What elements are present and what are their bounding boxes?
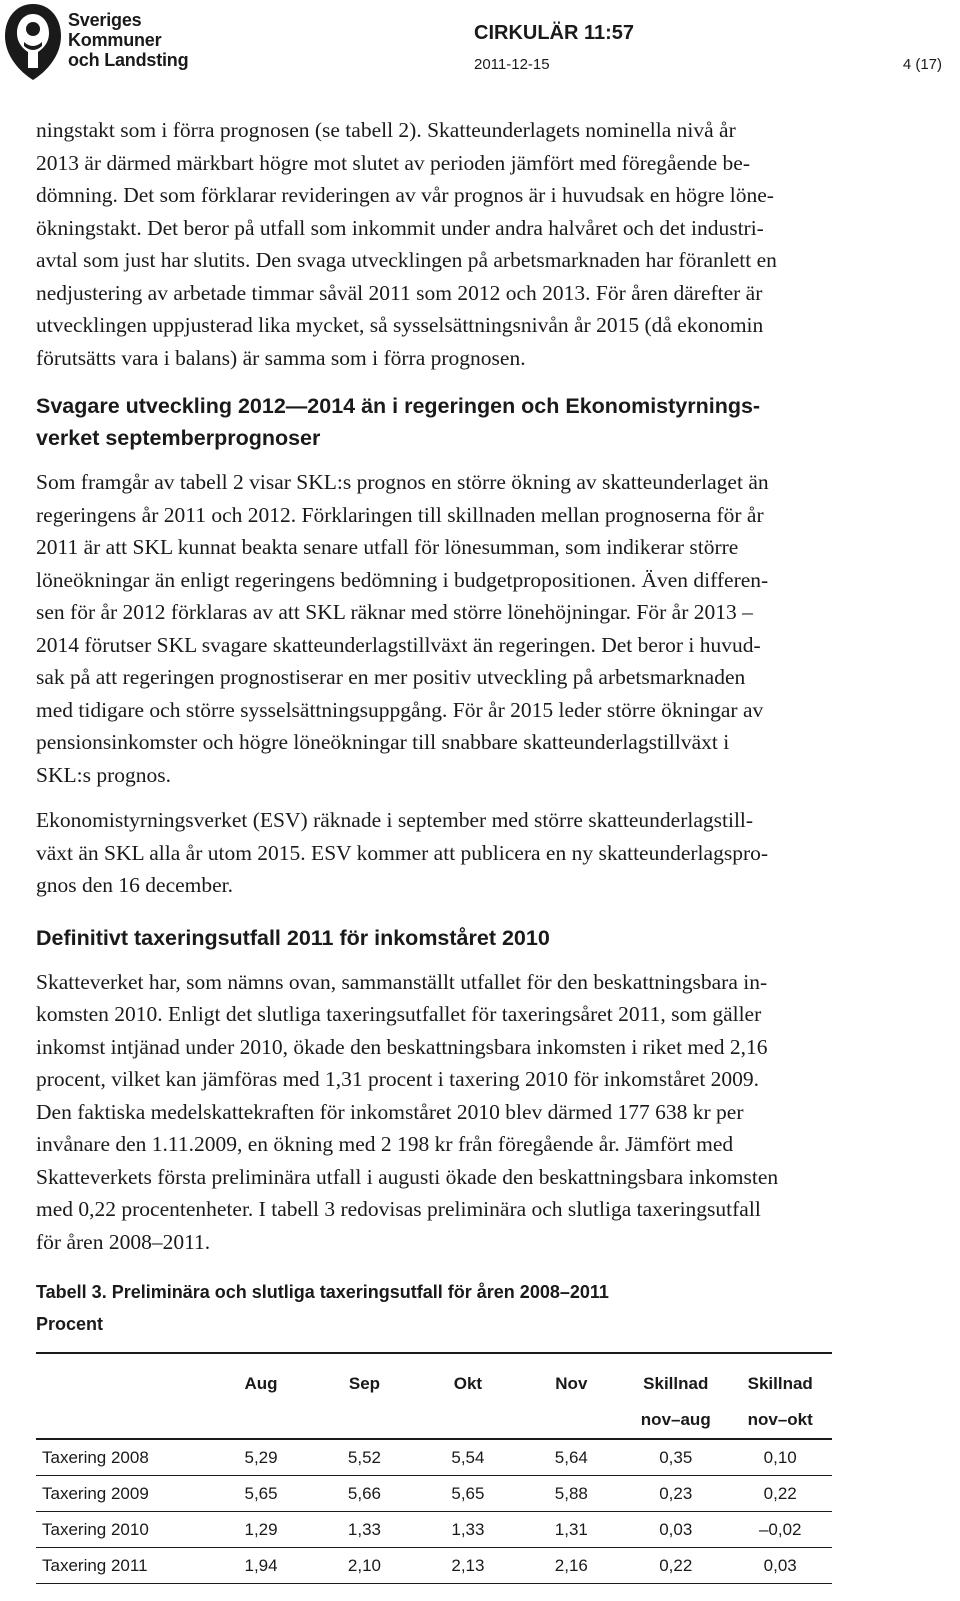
- text-line: växt än SKL alla år utom 2015. ESV kommer att publicera en ny skatteunderlagspro-: [36, 840, 769, 865]
- text-line: SKL:s prognos.: [36, 762, 171, 787]
- column-subheader: [416, 1402, 519, 1439]
- table-row: [36, 1548, 832, 1584]
- table-cell: 5,29: [209, 1439, 312, 1476]
- table-cell: 5,54: [416, 1439, 519, 1476]
- table-row: [36, 1439, 832, 1476]
- text-line: invånare den 1.11.2009, en ökning med 2 198 kr från föregående år. Jämfört med: [36, 1132, 734, 1156]
- text-line: med 0,22 procentenheter. I tabell 3 redovisas preliminära och slutliga taxeringsutfall: [36, 1197, 761, 1221]
- paragraph-4: [36, 966, 936, 1259]
- table-cell: 5,52: [313, 1439, 416, 1476]
- column-subheader: [313, 1402, 416, 1439]
- text-line: 2013 är därmed märkbart högre mot slutet av perioden jämfört med föregående be-: [36, 150, 751, 175]
- paragraph-3: [36, 804, 936, 902]
- text-line: dömning. Det som förklarar revideringen av vår prognos är i huvudsak en högre löne-: [36, 183, 774, 207]
- text-line: ökningstakt. Det beror på utfall som inkommit under andra halvåret och det industri-: [36, 215, 764, 240]
- table-cell: –0,02: [728, 1512, 832, 1548]
- table-cell: 5,88: [520, 1476, 623, 1512]
- table-unit: Procent: [36, 1314, 104, 1334]
- logo-line-3: och Landsting: [68, 50, 189, 70]
- text-line: inkomst intjänad under 2010, ökade den beskattningsbara inkomsten i riket med 2,16: [36, 1034, 768, 1059]
- table-cell: 2,10: [313, 1548, 416, 1584]
- column-subheader: [209, 1402, 312, 1439]
- text-line: sak på att regeringen prognostiserar en mer positiv utveckling på arbetsmarknaden: [36, 665, 746, 689]
- row-label: Taxering 2011: [36, 1548, 209, 1584]
- text-line: gnos den 16 december.: [36, 873, 234, 897]
- column-header: Skillnad: [728, 1353, 832, 1402]
- text-line: Som framgår av tabell 2 visar SKL:s prognos en större ökning av skatteunderlaget än: [36, 470, 769, 494]
- table-cell: 0,03: [623, 1512, 728, 1548]
- column-header: Skillnad: [623, 1353, 728, 1402]
- paragraph-2: [36, 466, 936, 791]
- table-cell: 1,31: [520, 1512, 623, 1548]
- text-line: löneökningar än enligt regeringens bedömning i budgetpropositionen. Även differen-: [36, 567, 769, 592]
- table-cell: 2,13: [416, 1548, 519, 1584]
- table-cell: 1,33: [416, 1512, 519, 1548]
- column-subheader: nov–okt: [728, 1402, 832, 1439]
- column-header: Nov: [520, 1353, 623, 1402]
- text-line: avtal som just har slutits. Den svaga utvecklingen på arbetsmarknaden har föranlett en: [36, 248, 777, 272]
- table-cell: 0,35: [623, 1439, 728, 1476]
- table-cell: 0,22: [623, 1548, 728, 1584]
- row-label: Taxering 2009: [36, 1476, 209, 1512]
- column-subheader: [520, 1402, 623, 1439]
- table-cell: 5,64: [520, 1439, 623, 1476]
- table-cell: 2,16: [520, 1548, 623, 1584]
- logo-line-1: Sveriges: [68, 10, 142, 30]
- table-cell: 5,65: [209, 1476, 312, 1512]
- text-line: sen för år 2012 förklaras av att SKL räknar med större lönehöjningar. För år 2013 –: [36, 600, 753, 624]
- table-cell: 5,65: [416, 1476, 519, 1512]
- row-label: Taxering 2008: [36, 1439, 209, 1476]
- text-line: ningstakt som i förra prognosen (se tabell 2). Skatteunderlagets nominella nivå år: [36, 118, 736, 142]
- document-title: CIRKULÄR 11:57: [474, 22, 635, 44]
- text-line: Den faktiska medelskattekraften för inkomståret 2010 blev därmed 177 638 kr per: [36, 1099, 744, 1124]
- column-header: Okt: [416, 1353, 519, 1402]
- text-line: för åren 2008–2011.: [36, 1229, 211, 1254]
- paragraph-1: [36, 114, 936, 374]
- section-heading-1: [36, 390, 936, 454]
- logo-wordmark: [68, 10, 188, 70]
- table-cell: 1,29: [209, 1512, 312, 1548]
- column-header: Sep: [313, 1353, 416, 1402]
- column-subheader: nov–aug: [623, 1402, 728, 1439]
- text-line: komsten 2010. Enligt det slutliga taxeringsutfallet för taxeringsåret 2011, som gäller: [36, 1002, 762, 1026]
- text-line: Skatteverket har, som nämns ovan, sammanställt utfallet för den beskattningsbara in-: [36, 969, 768, 994]
- text-line: pensionsinkomster och högre löneökningar till snabbare skatteunderlagstillväxt i: [36, 730, 730, 754]
- text-line: regeringens år 2011 och 2012. Förklaringen till skillnaden mellan prognoserna för år: [36, 502, 764, 527]
- table-row: [36, 1512, 832, 1548]
- table-header-row-2: [36, 1402, 832, 1439]
- table-cell: 0,03: [728, 1548, 832, 1584]
- text-line: Ekonomistyrningsverket (ESV) räknade i september med större skatteunderlagstill-: [36, 808, 754, 832]
- section-heading-2: Definitivt taxeringsutfall 2011 för inkomståret 2010: [36, 925, 550, 950]
- logo-emblem-icon: [2, 2, 64, 82]
- text-line: med tidigare och större sysselsättningsuppgång. För år 2015 leder större ökningar av: [36, 697, 764, 722]
- text-line: förutsätts vara i balans) är samma som i förra prognosen.: [36, 345, 526, 370]
- document-body: [36, 114, 936, 1584]
- table-row: [36, 1476, 832, 1512]
- column-header: [36, 1353, 209, 1402]
- page-number: 4 (17): [902, 56, 942, 73]
- table-cell: 1,94: [209, 1548, 312, 1584]
- table-cell: 0,23: [623, 1476, 728, 1512]
- row-label: Taxering 2010: [36, 1512, 209, 1548]
- taxation-outcome-table: [36, 1352, 832, 1584]
- table-cell: 0,10: [728, 1439, 832, 1476]
- column-header: Aug: [209, 1353, 312, 1402]
- text-line: Skatteverkets första preliminära utfall i augusti ökade den beskattningsbara inkomsten: [36, 1164, 779, 1189]
- table-cell: 1,33: [313, 1512, 416, 1548]
- organization-logo: [0, 0, 200, 84]
- text-line: nedjustering av arbetade timmar såväl 2011 som 2012 och 2013. För åren därefter är: [36, 280, 763, 305]
- text-line: utvecklingen uppjusterad lika mycket, så sysselsättningsnivån år 2015 (då ekonomin: [36, 313, 764, 337]
- text-line: 2014 förutser SKL svagare skatteunderlagstillväxt än regeringen. Det beror i huvud-: [36, 632, 761, 657]
- table-header-row: [36, 1353, 832, 1402]
- text-line: procent, vilket kan jämföras med 1,31 procent i taxering 2010 för inkomståret 2009.: [36, 1067, 760, 1091]
- column-subheader: [36, 1402, 209, 1439]
- heading-line: verket septemberprognoser: [36, 426, 321, 450]
- heading-line: Svagare utveckling 2012—2014 än i regeringen och Ekonomistyrnings-: [36, 394, 761, 418]
- text-line: 2011 är att SKL kunnat beakta senare utfall för lönesumman, som indikerar större: [36, 535, 739, 559]
- logo-line-2: Kommuner: [68, 30, 162, 50]
- table-caption: Tabell 3. Preliminära och slutliga taxeringsutfall för åren 2008–2011: [36, 1282, 609, 1302]
- table-cell: 0,22: [728, 1476, 832, 1512]
- document-date: 2011-12-15: [474, 56, 550, 73]
- table-cell: 5,66: [313, 1476, 416, 1512]
